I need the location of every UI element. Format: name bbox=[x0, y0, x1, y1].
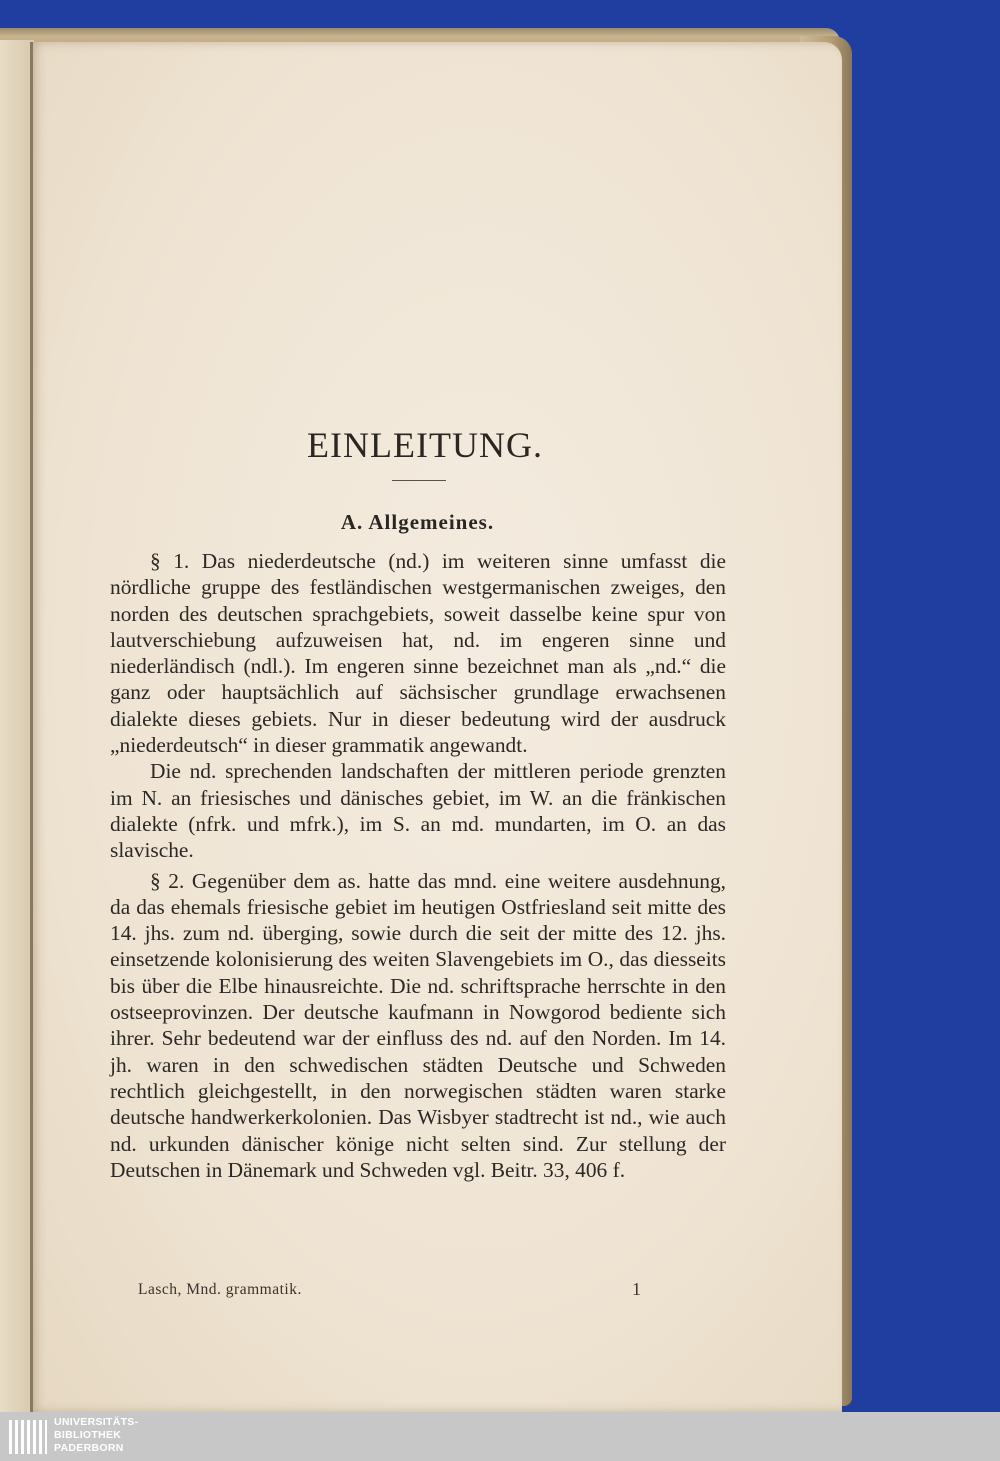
chapter-title: EINLEITUNG. bbox=[307, 425, 543, 465]
gutter-shadow bbox=[30, 42, 33, 1412]
logo-line: BIBLIOTHEK bbox=[54, 1429, 122, 1441]
left-page-sliver bbox=[0, 40, 34, 1412]
title-divider bbox=[392, 480, 446, 481]
paragraph: Die nd. sprechenden landschaften der mittleren periode grenzten im N. an friesisches und dänisches gebiet, im W. an die fränkischen dialekte (nfrk. und mfrk.), im S. an md. mundarten, im O. an das slavische. bbox=[110, 759, 726, 863]
page-number: 1 bbox=[632, 1279, 642, 1299]
book-page bbox=[30, 42, 842, 1412]
library-logo-icon bbox=[8, 1418, 48, 1456]
library-footer-bar bbox=[0, 1412, 1000, 1461]
logo-line: PADERBORN bbox=[54, 1442, 124, 1454]
paragraph: § 2. Gegenüber dem as. hatte das mnd. eine weitere ausdehnung, da das ehemals friesische gebiet im heutigen Ostfriesland seit mitte des 14. jhs. zum nd. überging, sowie durch die seit der mitte des 12. jhs. einsetzende kolonisierung des weiten Slavengebiets im O., das diesseits bis über die Elbe hinausreichte. Die nd. schriftsprache herrschte in den ostseeprovinzen. Der deutsche kaufmann in Nowgorod bediente sich ihrer. Sehr bedeutend war der einfluss des nd. auf den Norden. Im 14. jh. waren in den schwedischen städten Deutsche und Schweden rechtlich gleichgestellt, in den norwegischen städten waren starke deutsche handwerkerkolonien. Das Wisbyer stadtrecht ist nd., wie auch nd. urkunden dänischer könige nicht selten sind. Zur stellung der Deutschen in Dänemark und Schweden vgl. Beitr. 33, 406 f. bbox=[110, 868, 726, 1182]
paragraph: § 1. Das niederdeutsche (nd.) im weiteren sinne umfasst die nördliche gruppe des festländischen westgermanischen zweiges, den norden des deutschen sprachgebiets, soweit dasselbe keine spur von lautverschiebung aufzuweisen hat, nd. im engeren sinne und niederländisch (ndl.). Im engeren sinne bezeichnet man als „nd.“ die ganz oder hauptsächlich auf sächsischer grundlage erwachsenen dialekte dieses gebiets. Nur in dieser bedeutung wird der ausdruck „niederdeutsch“ in dieser grammatik angewandt. bbox=[110, 549, 726, 758]
section-heading: A. Allgemeines. bbox=[340, 510, 495, 534]
body-text bbox=[110, 548, 726, 1183]
signature-line: Lasch, Mnd. grammatik. bbox=[138, 1281, 302, 1298]
library-logo-text bbox=[54, 1416, 138, 1455]
logo-line: UNIVERSITÄTS- bbox=[54, 1416, 139, 1428]
